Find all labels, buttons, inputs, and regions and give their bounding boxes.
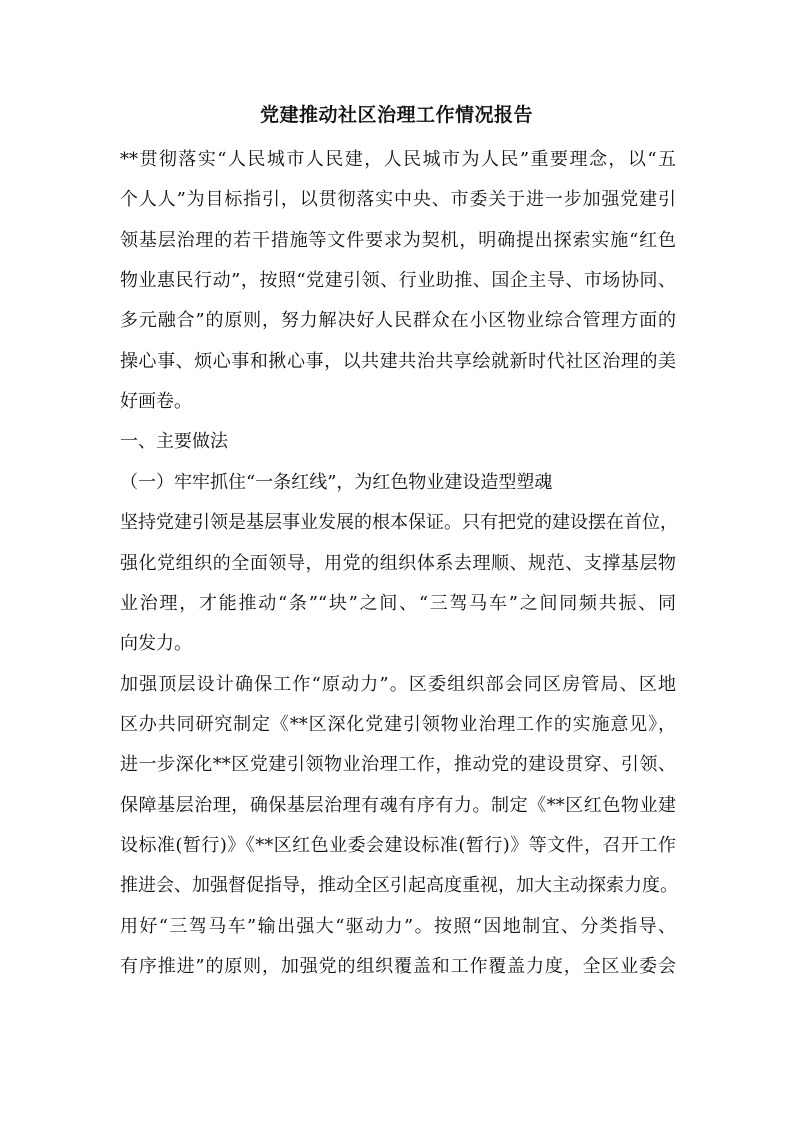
text-line: 强化党组织的全面领导，用党的组织体系去理顺、规范、支撑基层物 [120,552,676,574]
text-line: 多元融合”的原则，努力解决好人民群众在小区物业综合管理方面的 [120,310,676,332]
text-line: 进一步深化**区党建引领物业治理工作，推动党的建设贯穿、引领、 [120,754,676,776]
text-line: 保障基层治理，确保基层治理有魂有序有力。制定《**区红色物业建 [120,794,676,816]
text-line: 好画卷。 [120,391,192,413]
text-line: 个人人”为目标指引，以贯彻落实中央、市委关于进一步加强党建引 [120,189,676,211]
text-line: 用好“三驾马车”输出强大“驱动力”。按照“因地制宜、分类指导、 [120,915,676,937]
text-line: 设标准(暂行)》《**区红色业委会建设标准(暂行)》等文件，召开工作 [120,835,676,856]
text-line: 领基层治理的若干措施等文件要求为契机，明确提出探索实施“红色 [120,229,676,251]
text-line: 有序推进”的原则，加强党的组织覆盖和工作覆盖力度，全区业委会 [120,956,676,977]
text-line: 业治理，才能推动“条”“块”之间、“三驾马车”之间同频共振、同 [120,592,676,614]
text-line: 物业惠民行动”，按照“党建引领、行业助推、国企主导、市场协同、 [120,270,676,292]
text-line: **贯彻落实“人民城市人民建，人民城市为人民”重要理念，以“五 [120,149,676,170]
text-line: 向发力。 [120,633,192,655]
text-line: 区办共同研究制定《**区深化党建引领物业治理工作的实施意见》， [120,713,676,735]
section-heading: 一、主要做法 [120,431,228,453]
document-title: 党建推动社区治理工作情况报告 [259,104,533,126]
text-line: 加强顶层设计确保工作“原动力”。区委组织部会同区房管局、区地 [120,673,676,695]
text-line: 坚持党建引领是基层事业发展的根本保证。只有把党的建设摆在首位， [120,512,678,534]
section-heading: （一）牢牢抓住“一条红线”，为红色物业建设造型塑魂 [120,471,553,493]
text-line: 操心事、烦心事和揪心事，以共建共治共享绘就新时代社区治理的美 [120,350,676,372]
text-line: 推进会、加强督促指导，推动全区引起高度重视，加大主动探索力度。 [120,875,678,897]
